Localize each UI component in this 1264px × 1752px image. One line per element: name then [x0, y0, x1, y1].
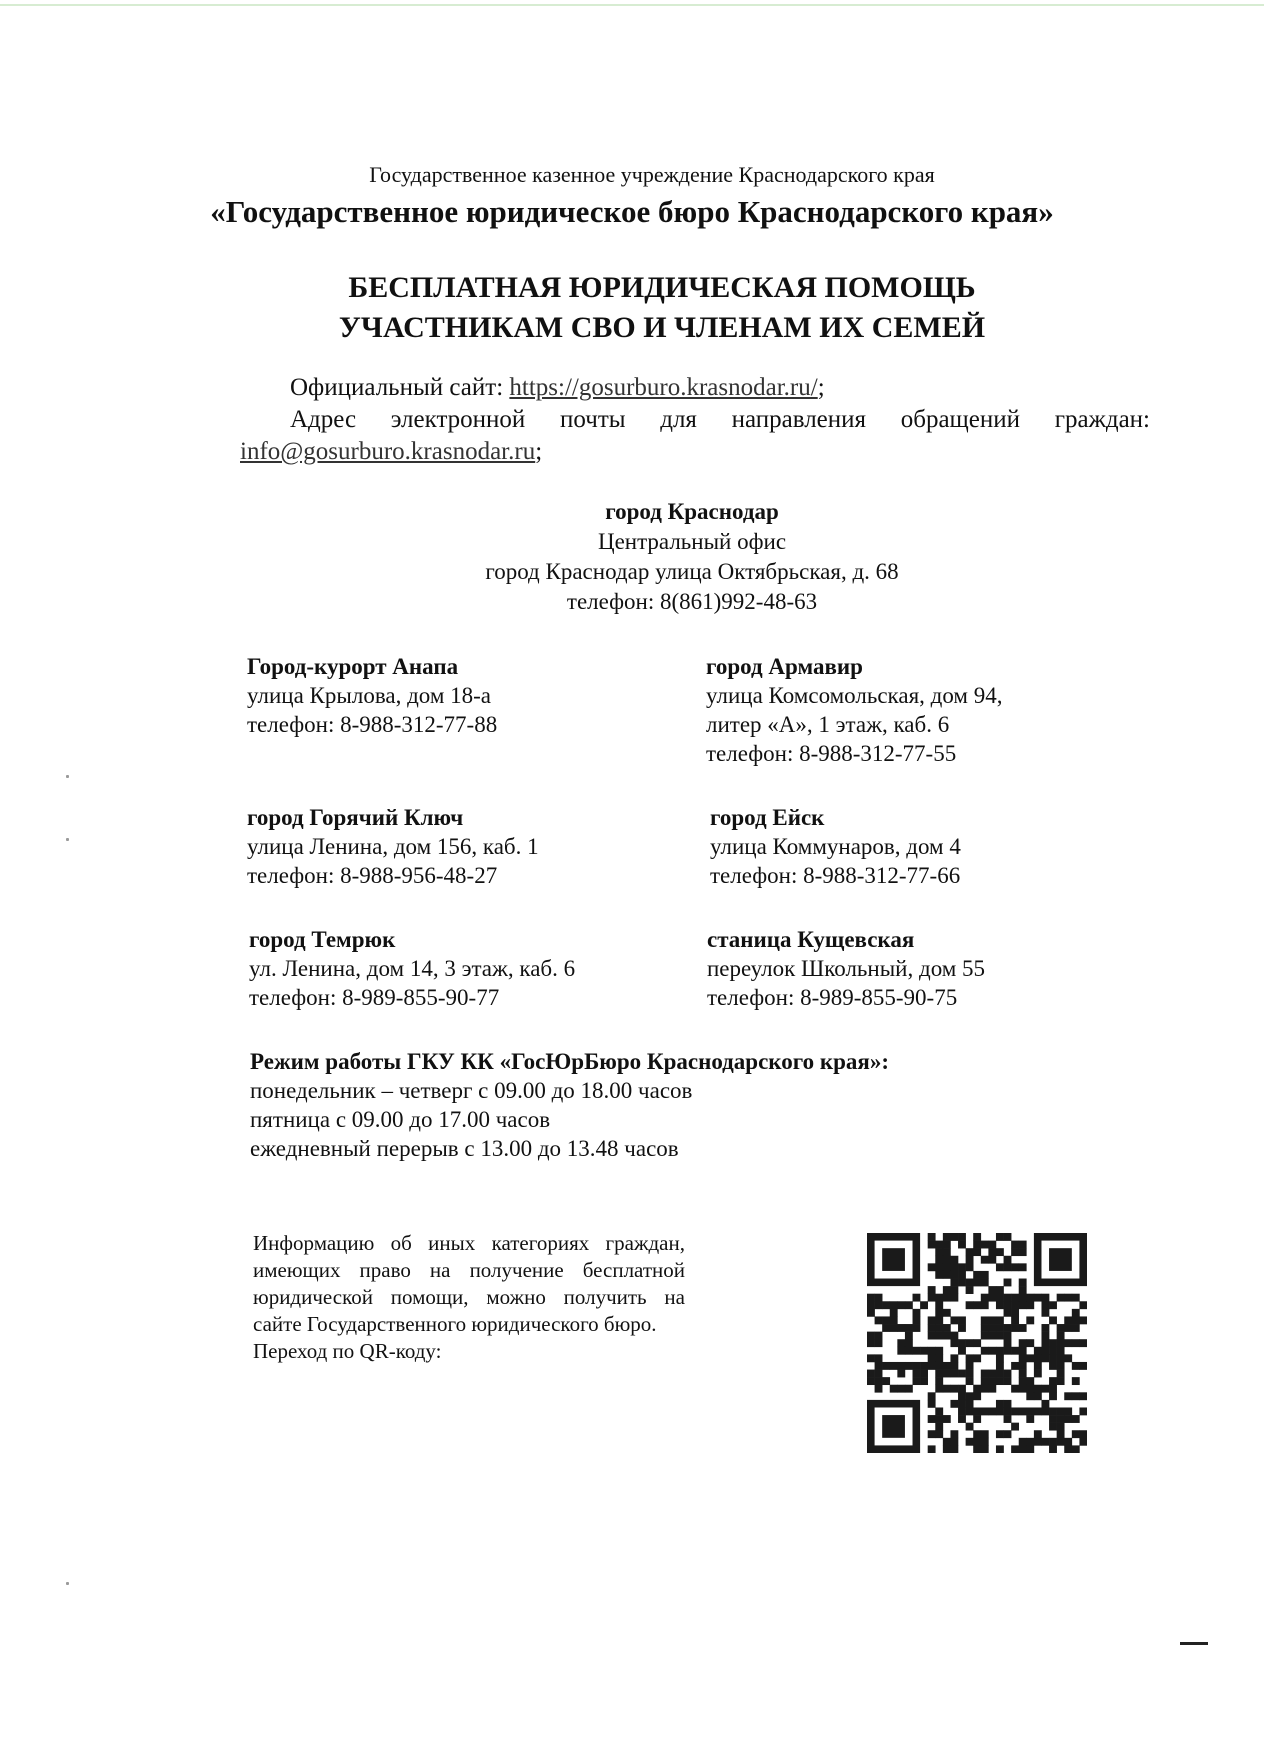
- email-label: Адрес электронной почты для направления обращений граждан:: [290, 406, 1150, 433]
- headline-line-2: УЧАСТНИКАМ СВО И ЧЛЕНАМ ИХ СЕМЕЙ: [338, 311, 986, 344]
- org-name: «Государственное юридическое бюро Краснодарского края»: [210, 194, 1054, 229]
- central-office-address: город Краснодар улица Октябрьская, д. 68: [485, 559, 899, 584]
- office-phone: телефон: 8-988-312-77-88: [247, 712, 498, 737]
- site-suffix: ;: [817, 374, 825, 401]
- central-office: [60, 497, 1264, 617]
- office-address: переулок Школьный, дом 55: [707, 956, 986, 981]
- central-office-phone: телефон: 8(861)992-48-63: [566, 589, 818, 614]
- schedule-line: пятница с 09.00 до 17.00 часов: [250, 1107, 551, 1132]
- office-armavir: [706, 652, 1002, 768]
- email-suffix: ;: [535, 438, 543, 465]
- office-anapa: [247, 652, 497, 739]
- office-address: улица Комсомольская, дом 94,: [706, 683, 1003, 708]
- qr-hint: Переход по QR-коду:: [253, 1339, 442, 1363]
- office-kushchevskaya: [707, 925, 985, 1012]
- site-label: Официальный сайт:: [290, 374, 504, 401]
- office-name: город Армавир: [706, 654, 863, 679]
- office-name: станица Кущевская: [707, 927, 915, 952]
- office-eysk: [710, 803, 961, 890]
- office-name: город Горячий Ключ: [247, 805, 464, 830]
- qr-code-icon[interactable]: [867, 1233, 1087, 1453]
- contacts: [240, 372, 1150, 468]
- office-name: город Ейск: [710, 805, 825, 830]
- office-address: улица Крылова, дом 18-а: [247, 683, 492, 708]
- info-paragraph: Информацию об иных категориях граждан, имеющих право на получение бесплатной юридической помощи, можно получить на сайте Государственного юридического бюро.: [253, 1231, 685, 1336]
- office-temryuk: [249, 925, 575, 1012]
- schedule-line: понедельник – четверг с 09.00 до 18.00 часов: [250, 1078, 693, 1103]
- scan-speck: [66, 1582, 69, 1585]
- office-name: город Темрюк: [249, 927, 396, 952]
- scan-speck: [66, 838, 69, 841]
- office-address: улица Коммунаров, дом 4: [710, 834, 961, 859]
- schedule-title: Режим работы ГКУ КК «ГосЮрБюро Краснодарского края»:: [250, 1049, 890, 1074]
- work-schedule: [250, 1047, 1100, 1163]
- office-phone: телефон: 8-989-855-90-75: [707, 985, 958, 1010]
- scan-edge-line: [0, 4, 1264, 6]
- office-phone: телефон: 8-988-312-77-55: [706, 741, 957, 766]
- office-goryachiy-klyuch: [247, 803, 539, 890]
- email-link[interactable]: info@gosurburo.krasnodar.ru: [240, 438, 536, 465]
- headline-line-1: БЕСПЛАТНАЯ ЮРИДИЧЕСКАЯ ПОМОЩЬ: [348, 271, 976, 304]
- header: [0, 160, 1264, 232]
- office-phone: телефон: 8-988-312-77-66: [710, 863, 961, 888]
- office-phone: телефон: 8-988-956-48-27: [247, 863, 498, 888]
- email-line: [240, 436, 1150, 468]
- info-block: [253, 1230, 685, 1365]
- site-line: [240, 372, 1150, 404]
- org-subtitle: Государственное казенное учреждение Краснодарского края: [369, 162, 935, 187]
- headline: [30, 268, 1264, 348]
- office-address: ул. Ленина, дом 14, 3 этаж, каб. 6: [249, 956, 576, 981]
- schedule-line: ежедневный перерыв с 13.00 до 13.48 часов: [250, 1136, 679, 1161]
- scan-mark: [1180, 1642, 1208, 1645]
- office-address: улица Ленина, дом 156, каб. 1: [247, 834, 539, 859]
- office-phone: телефон: 8-989-855-90-77: [249, 985, 500, 1010]
- central-office-title: Центральный офис: [597, 529, 787, 554]
- office-name: Город-курорт Анапа: [247, 654, 459, 679]
- office-address-detail: литер «А», 1 этаж, каб. 6: [706, 712, 950, 737]
- scan-speck: [66, 775, 69, 778]
- central-office-city: город Краснодар: [605, 499, 779, 524]
- site-link[interactable]: https://gosurburo.krasnodar.ru/: [509, 374, 818, 401]
